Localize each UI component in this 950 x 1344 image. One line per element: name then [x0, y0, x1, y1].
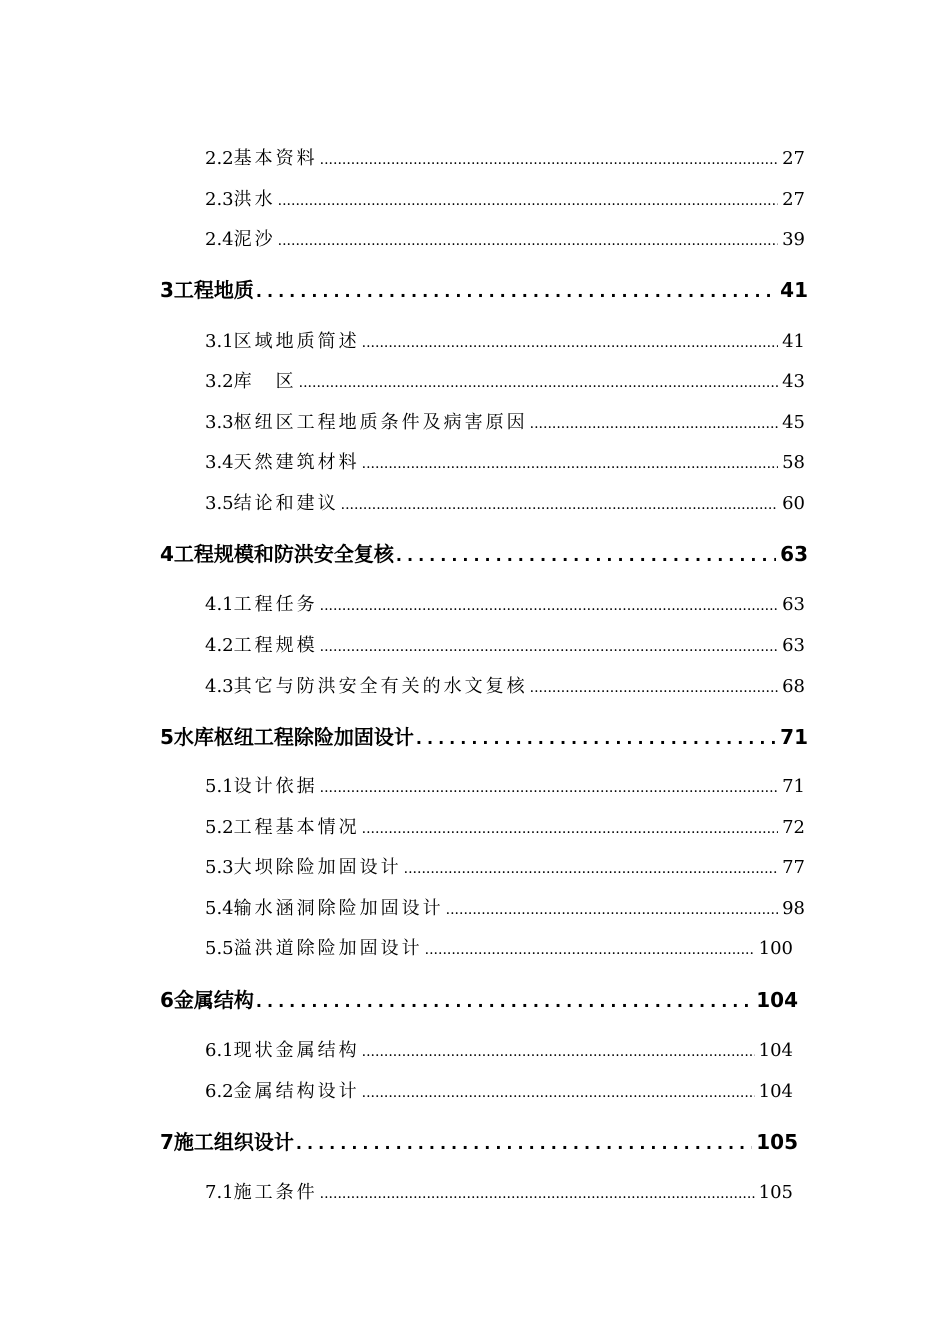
toc-entry-2-4[interactable] [205, 225, 805, 251]
toc-entry-number: 5.5 [205, 938, 234, 959]
toc-entry-title: 结论和建议 [233, 493, 339, 514]
toc-leader-dots [278, 233, 778, 249]
toc-chapter-page: 71 [780, 725, 808, 749]
toc-entry-number: 7.1 [205, 1182, 234, 1203]
toc-leader-dots [362, 821, 778, 837]
toc-entry-number: 5.1 [205, 776, 234, 797]
toc-entry-2-3[interactable] [205, 185, 805, 211]
toc-entry-page: 68 [782, 676, 805, 697]
toc-leader-dots [362, 1044, 755, 1060]
toc-chapter-5[interactable] [160, 721, 808, 750]
toc-entry-number: 3.5 [205, 493, 234, 514]
toc-chapter-title: 金属结构 [173, 988, 254, 1012]
toc-leader-dots [396, 546, 776, 565]
toc-entry-number: 2.4 [205, 229, 234, 250]
toc-entry-3-4[interactable] [205, 448, 805, 474]
toc-entry-number: 6.2 [205, 1081, 234, 1102]
toc-entry-6-2[interactable] [205, 1077, 793, 1103]
toc-chapter-number: 6 [160, 988, 174, 1012]
toc-entry-title: 枢纽区工程地质条件及病害原因 [233, 412, 528, 433]
toc-entry-number: 5.4 [205, 898, 234, 919]
toc-entry-number: 4.1 [205, 594, 234, 615]
toc-entry-page: 27 [782, 189, 805, 210]
toc-entry-title: 其它与防洪安全有关的水文复核 [233, 676, 528, 697]
toc-chapter-page: 63 [780, 542, 808, 566]
toc-chapter-6[interactable] [160, 984, 798, 1013]
toc-entry-title: 工程任务 [233, 594, 318, 615]
toc-chapter-4[interactable] [160, 538, 808, 567]
toc-entry-page: 60 [782, 493, 805, 514]
toc-entry-7-1[interactable] [205, 1178, 793, 1204]
toc-leader-dots [256, 282, 776, 301]
toc-entry-title: 施工条件 [233, 1182, 318, 1203]
toc-leader-dots [320, 152, 778, 168]
toc-entry-3-1[interactable] [205, 327, 805, 353]
toc-entry-4-3[interactable] [205, 672, 805, 698]
toc-entry-number: 5.2 [205, 817, 234, 838]
toc-chapter-title: 工程地质 [173, 278, 254, 302]
toc-entry-title: 洪水 [233, 189, 276, 210]
toc-entry-title: 工程基本情况 [233, 817, 360, 838]
toc-entry-3-5[interactable] [205, 489, 805, 515]
toc-entry-title: 工程规模 [233, 635, 318, 656]
toc-entry-5-1[interactable] [205, 772, 805, 798]
toc-entry-page: 63 [782, 594, 805, 615]
toc-entry-4-1[interactable] [205, 590, 805, 616]
toc-chapter-page: 104 [756, 988, 798, 1012]
toc-chapter-number: 3 [160, 278, 174, 302]
toc-entry-page: 39 [782, 229, 805, 250]
toc-entry-5-2[interactable] [205, 813, 805, 839]
toc-entry-page: 105 [758, 1182, 793, 1203]
toc-entry-6-1[interactable] [205, 1036, 793, 1062]
toc-chapter-3[interactable] [160, 274, 808, 303]
toc-entry-title: 大坝除险加固设计 [233, 857, 402, 878]
toc-entry-title: 现状金属结构 [233, 1040, 360, 1061]
toc-leader-dots [320, 639, 778, 655]
toc-chapter-page: 105 [756, 1130, 798, 1154]
toc-entry-page: 72 [782, 817, 805, 838]
toc-entry-page: 63 [782, 635, 805, 656]
toc-leader-dots [278, 193, 778, 209]
toc-entry-title: 泥沙 [233, 229, 276, 250]
toc-leader-dots [320, 598, 778, 614]
toc-chapter-title: 施工组织设计 [173, 1130, 294, 1154]
toc-chapter-title: 工程规模和防洪安全复核 [173, 542, 394, 566]
toc-entry-number: 2.3 [205, 189, 234, 210]
toc-entry-page: 71 [782, 776, 805, 797]
toc-entry-page: 43 [782, 371, 805, 392]
toc-leader-dots [416, 729, 776, 748]
toc-entry-3-2[interactable] [205, 367, 805, 393]
toc-entry-page: 77 [782, 857, 805, 878]
toc-entry-page: 104 [758, 1040, 793, 1061]
toc-entry-title: 基本资料 [233, 148, 318, 169]
toc-leader-dots [404, 861, 778, 877]
toc-leader-dots [320, 1186, 755, 1202]
toc-entry-number: 3.4 [205, 452, 234, 473]
toc-entry-title: 设计依据 [233, 776, 318, 797]
toc-leader-dots [530, 680, 778, 696]
toc-chapter-number: 7 [160, 1130, 174, 1154]
toc-entry-title: 溢洪道除险加固设计 [233, 938, 423, 959]
toc-entry-5-3[interactable] [205, 853, 805, 879]
toc-entry-page: 41 [782, 331, 805, 352]
toc-leader-dots [341, 497, 778, 513]
toc-entry-number: 5.3 [205, 857, 234, 878]
toc-entry-2-2[interactable] [205, 144, 805, 170]
toc-entry-number: 3.2 [205, 371, 234, 392]
toc-leader-dots [362, 335, 778, 351]
toc-leader-dots [296, 1134, 752, 1153]
toc-entry-title: 金属结构设计 [233, 1081, 360, 1102]
toc-entry-title: 区域地质简述 [233, 331, 360, 352]
toc-entry-number: 6.1 [205, 1040, 234, 1061]
toc-chapter-number: 5 [160, 725, 174, 749]
toc-entry-page: 104 [758, 1081, 793, 1102]
toc-entry-page: 27 [782, 148, 805, 169]
toc-entry-3-3[interactable] [205, 408, 805, 434]
toc-entry-page: 98 [782, 898, 805, 919]
toc-entry-number: 3.3 [205, 412, 234, 433]
toc-entry-5-4[interactable] [205, 894, 805, 920]
toc-leader-dots [256, 992, 752, 1011]
toc-chapter-number: 4 [160, 542, 174, 566]
toc-entry-title: 天然建筑材料 [233, 452, 360, 473]
toc-leader-dots [530, 416, 778, 432]
toc-entry-page: 45 [782, 412, 805, 433]
toc-leader-dots [362, 456, 778, 472]
toc-chapter-page: 41 [780, 278, 808, 302]
toc-entry-title: 库 区 [233, 371, 297, 392]
toc-leader-dots [362, 1085, 755, 1101]
toc-entry-number: 3.1 [205, 331, 234, 352]
toc-entry-page: 58 [782, 452, 805, 473]
toc-leader-dots [299, 375, 778, 391]
toc-leader-dots [425, 942, 755, 958]
toc-entry-4-2[interactable] [205, 631, 805, 657]
toc-leader-dots [446, 902, 778, 918]
toc-entry-5-5[interactable] [205, 934, 793, 960]
toc-entry-page: 100 [758, 938, 793, 959]
toc-entry-title: 输水涵洞除险加固设计 [233, 898, 444, 919]
toc-entry-number: 2.2 [205, 148, 234, 169]
toc-chapter-title: 水库枢纽工程除险加固设计 [173, 725, 414, 749]
toc-entry-number: 4.3 [205, 676, 234, 697]
toc-chapter-7[interactable] [160, 1126, 798, 1155]
toc-entry-number: 4.2 [205, 635, 234, 656]
toc-leader-dots [320, 780, 778, 796]
